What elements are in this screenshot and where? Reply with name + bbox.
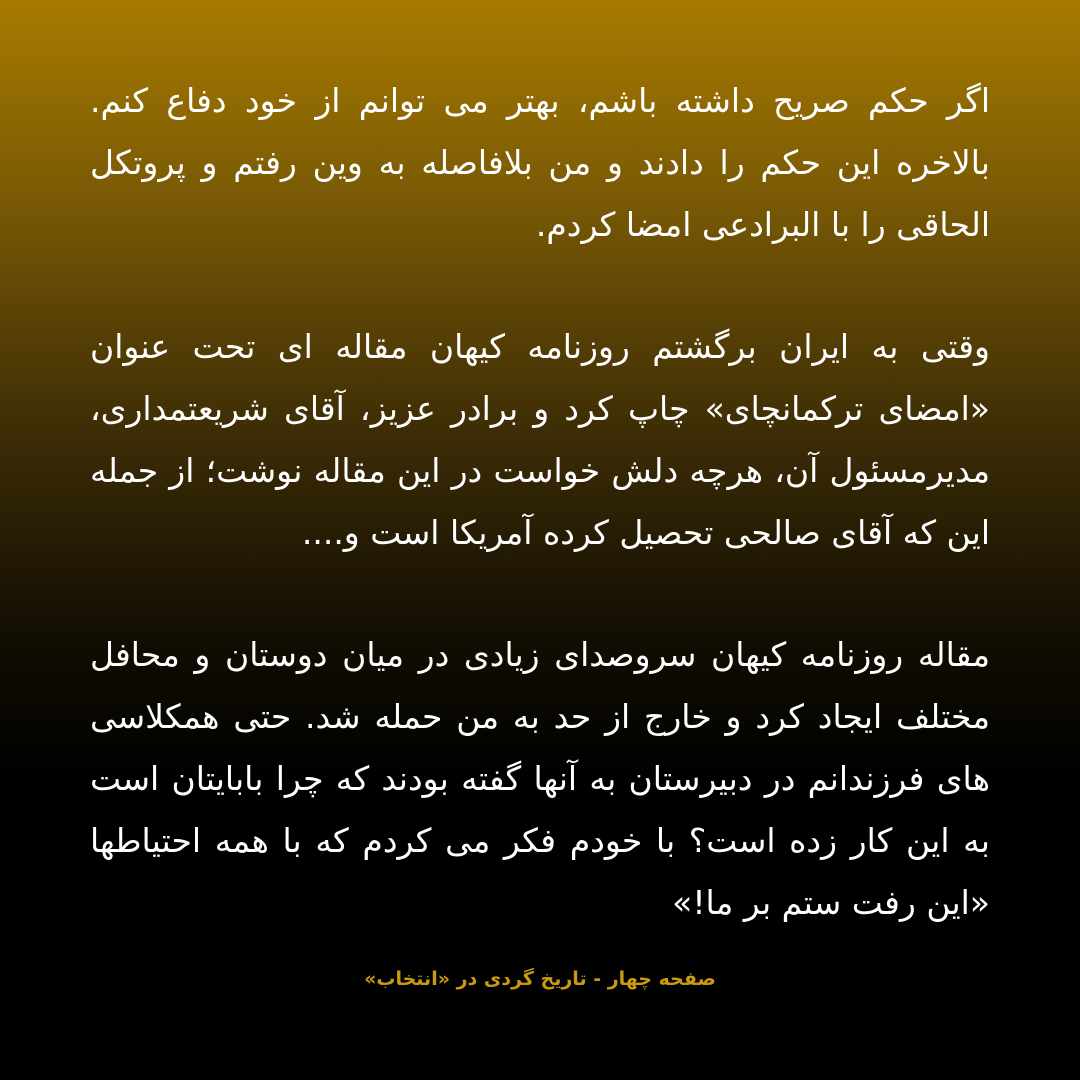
paragraph-3: مقاله روزنامه کیهان سروصدای زیادی در میان دوستان و محافل مختلف ایجاد کرد و خارج از حد به من حمله شد. حتی همکلاسی های فرزندانم در دبیرستان به آنها گفته بودند که چرا بابایتان است به این کار زده است؟ با خودم فکر می کردم که با همه احتیاطها «این رفت ستم بر ما!» <box>90 635 990 922</box>
article-body <box>90 70 990 950</box>
page-caption: صفحه چهار - تاریخ گردی در «انتخاب» <box>364 968 716 990</box>
paragraph-2: وقتی به ایران برگشتم روزنامه کیهان مقاله ای تحت عنوان «امضای ترکمانچای» چاپ کرد و برادر عزیز، آقای شریعتمداری، مدیرمسئول آن، هرچه دلش خواست در این مقاله نوشت؛ از جمله این که آقای صالحی تحصیل کرده آمریکا است و.... <box>90 327 990 552</box>
paragraph-1: اگر حکم صریح داشته باشم، بهتر می توانم از خود دفاع کنم. بالاخره این حکم را دادند و من بلافاصله به وین رفتم و پروتکل الحاقی را با البرادعی امضا کردم. <box>90 81 990 244</box>
